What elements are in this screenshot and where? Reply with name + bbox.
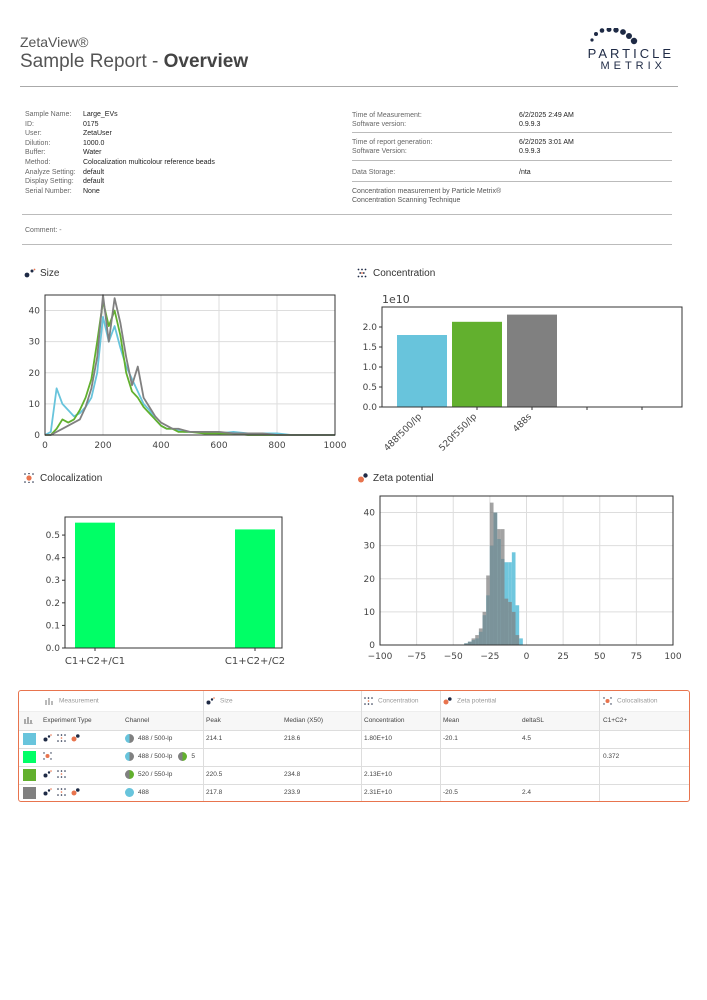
zeta-title-text: Zeta potential bbox=[373, 473, 434, 484]
row-concentration: 1.80E+10 bbox=[364, 735, 393, 742]
y-tick-label: 40 bbox=[363, 508, 375, 519]
data-storage-value: /nta bbox=[519, 169, 531, 176]
column-divider bbox=[203, 691, 204, 801]
y-tick-label: 0.2 bbox=[45, 598, 60, 609]
logo-text-particle: PARTICLE bbox=[587, 46, 674, 61]
y-tick-label: 20 bbox=[28, 368, 40, 379]
x-tick-label: 0 bbox=[523, 652, 530, 662]
concentration-bar bbox=[452, 322, 502, 407]
software-version-value: 0.9.9.3 bbox=[519, 121, 541, 128]
serial-number-value: None bbox=[83, 187, 100, 195]
x-tick-label: 800 bbox=[268, 441, 286, 451]
x-tick-label: C1+C2+/C2 bbox=[224, 656, 286, 667]
x-tick-label: 520f550/lp bbox=[437, 412, 480, 454]
row-mean: -20.5 bbox=[443, 789, 458, 796]
zeta-histogram-bar bbox=[512, 612, 516, 645]
zeta-icon bbox=[443, 697, 452, 705]
table-row bbox=[19, 749, 689, 766]
x-tick-label: 600 bbox=[210, 441, 228, 451]
x-tick-label: 25 bbox=[557, 652, 569, 662]
x-tick-label: −100 bbox=[367, 652, 393, 662]
concentration-bar bbox=[507, 315, 557, 407]
row-channel bbox=[125, 752, 195, 761]
y-tick-label: 0 bbox=[369, 641, 375, 651]
row-channel bbox=[125, 788, 149, 797]
particle-metrix-logo bbox=[570, 28, 680, 76]
zeta-panel-title bbox=[357, 473, 434, 484]
results-table bbox=[18, 690, 690, 802]
zeta-chart-svg bbox=[350, 490, 695, 680]
row-color-swatch bbox=[23, 751, 36, 763]
row-median: 233.9 bbox=[284, 789, 301, 796]
colocalization-icon bbox=[43, 752, 52, 760]
colocalization-bar bbox=[75, 523, 115, 648]
sample-info-row bbox=[25, 187, 345, 197]
col-channel: Channel bbox=[125, 717, 150, 724]
size-panel-title bbox=[24, 268, 59, 279]
report-header bbox=[20, 28, 680, 88]
zeta-histogram-bar bbox=[519, 638, 523, 645]
logo-dots-icon bbox=[588, 28, 648, 46]
measurement-header-text: Measurement bbox=[59, 697, 99, 705]
method-label: Method: bbox=[25, 158, 51, 166]
x-tick-label: −25 bbox=[480, 652, 500, 662]
y-tick-label: 30 bbox=[28, 337, 40, 348]
sample-info-row bbox=[25, 158, 345, 168]
sample-info-row bbox=[25, 129, 345, 139]
sample-info-row bbox=[25, 168, 345, 178]
colocalization-icon bbox=[24, 473, 36, 483]
concentration-icon bbox=[57, 788, 66, 796]
concentration-icon bbox=[357, 268, 369, 278]
page-title bbox=[20, 51, 248, 73]
x-tick-label: 75 bbox=[630, 652, 643, 662]
col-median: Median (X50) bbox=[284, 717, 324, 724]
size-series-line bbox=[45, 295, 335, 435]
row-deltasl: 4.5 bbox=[522, 735, 532, 742]
x-tick-label: −50 bbox=[443, 652, 463, 662]
table-row bbox=[19, 785, 689, 802]
concentration-group-header-text: Concentration bbox=[378, 697, 419, 705]
colocalization-chart bbox=[20, 500, 350, 680]
y-tick-label: 1.0 bbox=[362, 363, 377, 373]
y-tick-label: 10 bbox=[28, 399, 40, 410]
logo-text-metrix: METRIX bbox=[600, 60, 666, 72]
col-mean: Mean bbox=[443, 717, 460, 724]
colocalization-icon bbox=[603, 697, 612, 705]
y-tick-label: 0.5 bbox=[45, 531, 60, 542]
run-info-row bbox=[352, 168, 672, 177]
colocalisation-group-header-text: Colocalisation bbox=[617, 697, 658, 705]
time-report-label: Time of report generation: bbox=[352, 139, 433, 146]
channel-dot-icon bbox=[125, 752, 134, 761]
colocalisation-group-header bbox=[603, 697, 657, 705]
concentration-icon bbox=[57, 770, 66, 778]
id-label: ID: bbox=[25, 120, 34, 128]
analyze-setting-label: Analyze Setting: bbox=[25, 168, 76, 176]
zeta-icon bbox=[71, 788, 80, 796]
zeta-histogram-bar bbox=[486, 575, 490, 645]
sample-name-value: Large_EVs bbox=[83, 111, 118, 118]
run-info-row bbox=[352, 120, 672, 129]
channel-text: 488 / 500-lp bbox=[138, 735, 173, 743]
row-channel bbox=[125, 770, 172, 779]
data-storage-label: Data Storage: bbox=[352, 169, 396, 176]
row-concentration: 2.13E+10 bbox=[364, 771, 393, 778]
y-tick-label: 0.5 bbox=[362, 383, 377, 393]
zeta-chart bbox=[350, 490, 695, 680]
display-setting-label: Display Setting: bbox=[25, 178, 74, 186]
row-type-icons bbox=[43, 752, 57, 760]
size-icon bbox=[24, 268, 36, 278]
brand-name: ZetaView® bbox=[20, 34, 89, 50]
measurement-header bbox=[45, 697, 99, 705]
x-tick-label: 488s bbox=[511, 412, 535, 435]
time-measurement-label: Time of Measurement: bbox=[352, 112, 422, 119]
channel-extra-text: 5 bbox=[191, 753, 195, 761]
col-concentration: Concentration bbox=[364, 717, 405, 724]
concentration-icon bbox=[364, 697, 373, 705]
colocalization-title-text: Colocalization bbox=[40, 473, 103, 484]
bar-chart-icon bbox=[45, 697, 54, 705]
zeta-histogram-bar bbox=[490, 503, 494, 645]
header-divider bbox=[20, 86, 678, 87]
table-group-header bbox=[19, 691, 689, 711]
y-tick-label: 0.4 bbox=[45, 553, 60, 564]
x-tick-label: 0 bbox=[42, 441, 48, 451]
x-tick-label: 1000 bbox=[323, 441, 347, 451]
zeta-group-header bbox=[443, 697, 496, 705]
concentration-group-header bbox=[364, 697, 418, 705]
method-value: Colocalization multicolour reference beads bbox=[83, 158, 215, 166]
run-info-row bbox=[352, 147, 672, 156]
dilution-value: 1000.0 bbox=[83, 139, 105, 147]
plot-frame bbox=[45, 295, 335, 435]
serial-number-label: Serial Number: bbox=[25, 187, 72, 195]
zeta-icon bbox=[357, 473, 369, 483]
y-tick-label: 0.1 bbox=[45, 621, 60, 632]
x-tick-label: 400 bbox=[152, 441, 170, 451]
size-group-header bbox=[206, 697, 233, 705]
row-color-swatch bbox=[23, 769, 36, 781]
sample-info-row bbox=[25, 177, 345, 187]
size-title-text: Size bbox=[40, 268, 60, 279]
concentration-chart-svg bbox=[350, 286, 695, 471]
run-info bbox=[352, 110, 672, 205]
channel-text: 520 / 550-lp bbox=[138, 771, 173, 779]
colocalization-chart-svg bbox=[20, 500, 350, 680]
row-peak: 214.1 bbox=[206, 735, 223, 742]
zeta-histogram-bar bbox=[501, 529, 505, 645]
table-row bbox=[19, 767, 689, 784]
row-median: 234.8 bbox=[284, 771, 301, 778]
concentration-title-text: Concentration bbox=[373, 268, 436, 279]
sample-info-row bbox=[25, 120, 345, 130]
concentration-chart bbox=[350, 286, 695, 471]
column-divider bbox=[361, 691, 362, 801]
scale-label: 1e10 bbox=[382, 293, 410, 306]
x-tick-label: C1+C2+/C1 bbox=[64, 656, 126, 667]
x-tick-label: 50 bbox=[594, 652, 606, 662]
channel-text: 488 bbox=[138, 789, 149, 797]
y-tick-label: 0.3 bbox=[45, 576, 60, 587]
zeta-histogram-bar bbox=[494, 513, 498, 645]
col-experiment-type: Experiment Type bbox=[43, 717, 92, 724]
row-type-icons bbox=[43, 734, 85, 742]
column-divider bbox=[599, 691, 600, 801]
col-deltasl: deltaSL bbox=[522, 717, 545, 724]
sample-info-row bbox=[25, 110, 345, 120]
concentration-icon bbox=[57, 734, 66, 742]
y-tick-label: 40 bbox=[28, 306, 40, 317]
row-channel bbox=[125, 734, 172, 743]
channel-dot-icon bbox=[125, 788, 134, 797]
sample-info-list bbox=[25, 110, 345, 196]
zeta-histogram-bar bbox=[472, 638, 476, 645]
concentration-note-line2: Concentration Scanning Technique bbox=[352, 197, 461, 204]
size-chart bbox=[20, 290, 350, 465]
y-tick-label: 20 bbox=[363, 574, 375, 585]
y-tick-label: 10 bbox=[363, 607, 375, 618]
col-peak: Peak bbox=[206, 717, 221, 724]
zeta-histogram-bar bbox=[479, 628, 483, 645]
display-setting-value: default bbox=[83, 178, 105, 186]
sample-info-row bbox=[25, 139, 345, 149]
x-tick-label: 200 bbox=[94, 441, 112, 451]
channel-dot-green-icon bbox=[178, 752, 187, 761]
row-coloc: 0.372 bbox=[603, 753, 620, 760]
row-median: 218.6 bbox=[284, 735, 301, 742]
concentration-bar bbox=[397, 335, 447, 407]
row-peak: 220.5 bbox=[206, 771, 223, 778]
zeta-histogram-bar bbox=[516, 635, 520, 645]
channel-dot-icon bbox=[125, 770, 134, 779]
table-row bbox=[19, 731, 689, 748]
x-tick-label: 488f500/lp bbox=[382, 412, 425, 454]
y-tick-label: 0.0 bbox=[362, 403, 377, 413]
size-icon bbox=[43, 770, 52, 778]
row-mean: -20.1 bbox=[443, 735, 458, 742]
report-time-block bbox=[352, 133, 672, 161]
y-tick-label: 1.5 bbox=[362, 343, 377, 353]
zeta-group-header-text: Zeta potential bbox=[457, 697, 497, 705]
colocalization-panel-title bbox=[24, 473, 102, 484]
size-icon bbox=[43, 734, 52, 742]
row-color-swatch bbox=[23, 733, 36, 745]
concentration-note bbox=[352, 182, 672, 205]
y-tick-label: 2.0 bbox=[362, 323, 377, 333]
id-value: 0175 bbox=[83, 120, 99, 128]
analyze-setting-value: default bbox=[83, 168, 105, 176]
x-tick-label: 100 bbox=[664, 652, 682, 662]
measurement-time-block bbox=[352, 110, 672, 133]
concentration-note-line1: Concentration measurement by Particle Metrix® bbox=[352, 188, 502, 195]
y-tick-label: 0.0 bbox=[45, 644, 60, 654]
title-bold: Overview bbox=[163, 51, 249, 72]
size-group-header-text: Size bbox=[220, 697, 233, 705]
zeta-histogram-bar bbox=[497, 529, 501, 645]
buffer-value: Water bbox=[83, 149, 102, 157]
y-tick-label: 0 bbox=[34, 431, 40, 441]
data-storage-block bbox=[352, 161, 672, 182]
size-icon bbox=[43, 788, 52, 796]
size-chart-svg bbox=[20, 290, 350, 465]
zeta-histogram-bar bbox=[483, 612, 487, 645]
user-label: User: bbox=[25, 130, 42, 138]
table-column-header bbox=[19, 712, 689, 730]
y-tick-label: 30 bbox=[363, 541, 375, 552]
channel-text: 488 / 500-lp bbox=[138, 753, 173, 761]
zeta-histogram-bar bbox=[505, 599, 509, 645]
software-version-label: Software version: bbox=[352, 121, 407, 128]
size-icon bbox=[206, 697, 215, 705]
concentration-panel-title bbox=[357, 268, 435, 279]
row-type-icons bbox=[43, 770, 71, 778]
time-report-value: 6/2/2025 3:01 AM bbox=[519, 139, 574, 146]
buffer-label: Buffer: bbox=[25, 149, 46, 157]
channel-dot-icon bbox=[125, 734, 134, 743]
colocalization-bar bbox=[235, 529, 275, 648]
zeta-histogram-bar bbox=[475, 635, 479, 645]
col-colocalisation: C1+C2+ bbox=[603, 717, 628, 724]
run-info-row bbox=[352, 111, 672, 120]
column-divider bbox=[440, 691, 441, 801]
row-concentration: 2.31E+10 bbox=[364, 789, 393, 796]
size-series-line bbox=[45, 317, 335, 435]
table-chart-icon bbox=[24, 716, 33, 726]
row-color-swatch bbox=[23, 787, 36, 799]
software-version2-label: Software Version: bbox=[352, 148, 407, 155]
sample-name-label: Sample Name: bbox=[25, 111, 72, 118]
size-series-line bbox=[45, 301, 335, 435]
row-type-icons bbox=[43, 788, 85, 796]
row-deltasl: 2.4 bbox=[522, 789, 532, 796]
x-tick-label: −75 bbox=[407, 652, 427, 662]
software-version2-value: 0.9.9.3 bbox=[519, 148, 541, 155]
title-prefix: Sample Report - bbox=[20, 51, 164, 72]
run-info-row bbox=[352, 138, 672, 147]
sample-info-row bbox=[25, 148, 345, 158]
row-peak: 217.8 bbox=[206, 789, 223, 796]
comment-field: Comment: - bbox=[22, 214, 672, 245]
zeta-histogram-bar bbox=[508, 602, 512, 645]
zeta-icon bbox=[71, 734, 80, 742]
time-measurement-value: 6/2/2025 2:49 AM bbox=[519, 112, 574, 119]
user-value: ZetaUser bbox=[83, 130, 112, 138]
dilution-label: Dilution: bbox=[25, 139, 51, 147]
